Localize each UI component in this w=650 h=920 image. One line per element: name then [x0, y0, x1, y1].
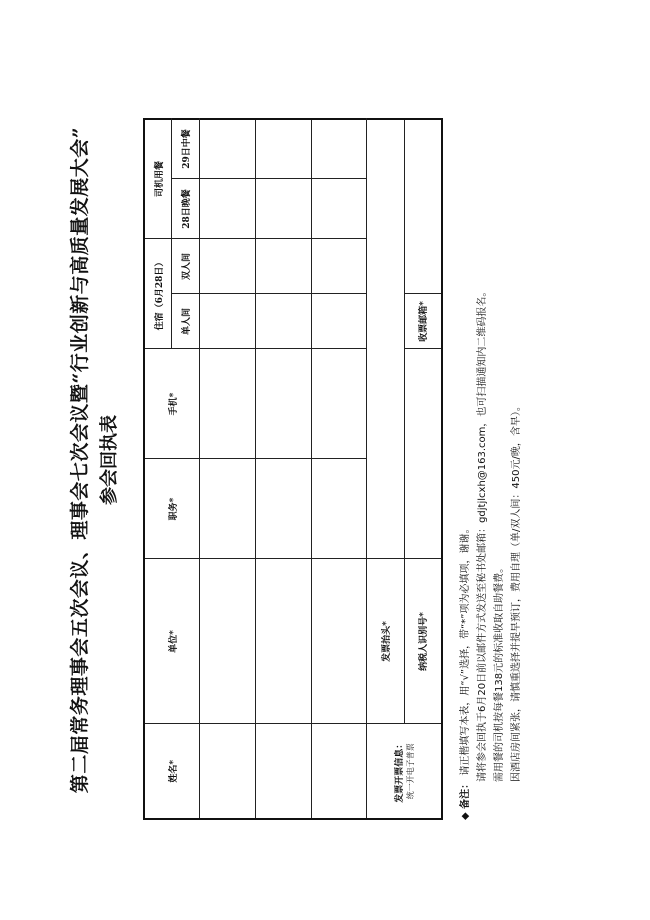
header-double-room: 双人间 [172, 239, 200, 294]
tax-id-input[interactable] [404, 349, 442, 559]
header-dinner-28: 28日晚餐 [172, 179, 200, 239]
input-cell[interactable] [255, 294, 311, 349]
header-lodging: 住宿（6月28日） [144, 239, 172, 349]
input-cell[interactable] [200, 724, 256, 819]
table-row [311, 119, 367, 819]
note-line: 需用餐的司机按每餐138元的标准收取自助餐费。 [494, 562, 505, 782]
header-unit: 单位* [144, 559, 200, 724]
input-cell[interactable] [311, 239, 367, 294]
table-row [255, 119, 311, 819]
input-cell[interactable] [255, 179, 311, 239]
rotated-form-sheet [65, 80, 585, 840]
invoice-title-label: 发票抬头* [367, 559, 405, 724]
input-cell[interactable] [311, 294, 367, 349]
registration-table [143, 118, 443, 820]
invoice-section-label: 发票开票信息： 统一开电子普票 [367, 724, 442, 819]
input-cell[interactable] [311, 349, 367, 459]
input-cell[interactable] [311, 724, 367, 819]
input-cell[interactable] [200, 459, 256, 559]
invoice-title-input[interactable] [367, 119, 405, 559]
email-label: 收票邮箱* [404, 294, 442, 349]
input-cell[interactable] [200, 559, 256, 724]
notes-section [457, 100, 525, 820]
table-row [200, 119, 256, 819]
input-cell[interactable] [255, 559, 311, 724]
input-cell[interactable] [311, 119, 367, 179]
tax-id-label: 纳税人识别号* [404, 559, 442, 724]
input-cell[interactable] [200, 179, 256, 239]
note-line: 因酒店房间紧张，请慎重选择并提早预订，费用自理（单/双人间：450元/晚，含早）。 [511, 401, 522, 782]
header-phone: 手机* [144, 349, 200, 459]
document-subtitle: 参会回执表 [99, 415, 120, 505]
document-title: 第二届常务理事会五次会议、理事会七次会议暨“行业创新与高质量发展大会” [69, 126, 91, 794]
input-cell[interactable] [200, 119, 256, 179]
header-name: 姓名* [144, 724, 200, 819]
input-cell[interactable] [311, 559, 367, 724]
note-line: 请将参会回执于6月20日前以邮件方式发送至秘书处邮箱：gdjtjlcxh@163.com，也可扫描通知内二维码报名。 [477, 286, 488, 782]
header-single-room: 单人间 [172, 294, 200, 349]
header-position: 职务* [144, 459, 200, 559]
input-cell[interactable] [311, 459, 367, 559]
input-cell[interactable] [255, 459, 311, 559]
input-cell[interactable] [200, 239, 256, 294]
input-cell[interactable] [200, 349, 256, 459]
notes-label: ◆ 备注： [460, 778, 471, 820]
input-cell[interactable] [200, 294, 256, 349]
input-cell[interactable] [311, 179, 367, 239]
header-lunch-29: 29日中餐 [172, 119, 200, 179]
input-cell[interactable] [255, 119, 311, 179]
input-cell[interactable] [255, 239, 311, 294]
note-line: ◆ 备注： 请正楷填写本表，用“√”选择，带“*”项为必填项，谢谢。 [460, 523, 471, 820]
email-input[interactable] [404, 119, 442, 294]
header-driver-meal: 司机用餐 [144, 119, 172, 239]
input-cell[interactable] [255, 349, 311, 459]
input-cell[interactable] [255, 724, 311, 819]
